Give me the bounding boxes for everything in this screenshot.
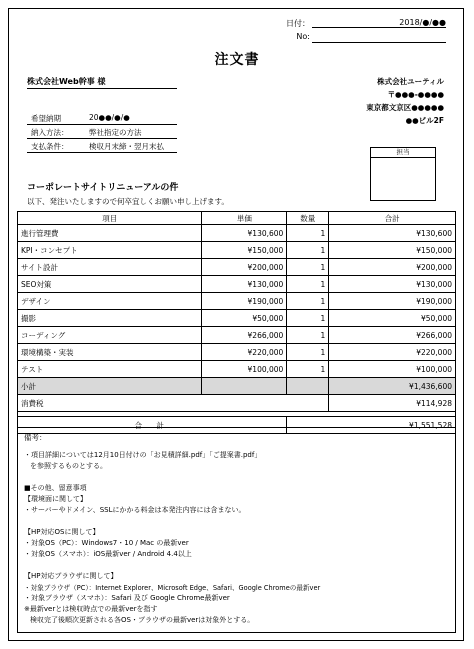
note-line: ■その他、留意事項 [24, 484, 87, 492]
intro-text: 以下、発注いたしますので何卒宜しくお願い申し上げます。 [27, 197, 229, 206]
cell-unit: ¥100,000 [202, 361, 287, 378]
vendor-address1: 東京都文京区●●●●● [366, 103, 444, 112]
cell-total: ¥150,000 [329, 242, 456, 259]
condition-value: 弊社指定の方法 [89, 128, 142, 137]
cell-qty: 1 [287, 276, 329, 293]
table-row [18, 361, 456, 378]
col-header-total: 合計 [329, 212, 456, 225]
note-line: ・対象ブラウザ（PC）：Internet Explorer、Microsoft Edge、Safari、Google Chromeの最新ver [24, 584, 321, 592]
cell-item: 撮影 [18, 310, 202, 327]
col-header-item: 項目 [18, 212, 202, 225]
table-row [18, 293, 456, 310]
cell-item: サイト設計 [18, 259, 202, 276]
note-line: を参照するものとする。 [30, 462, 107, 470]
table-row [18, 327, 456, 344]
cell-total: ¥130,000 [329, 276, 456, 293]
subtotal-label: 小計 [18, 378, 202, 395]
tax-value: ¥114,928 [329, 395, 456, 412]
condition-key: 支払条件： [31, 142, 69, 151]
cell-total: ¥130,600 [329, 225, 456, 242]
cell-item: デザイン [18, 293, 202, 310]
cell-item: テスト [18, 361, 202, 378]
table-header-row [18, 212, 456, 225]
stamp-label: 担当 [370, 147, 436, 158]
cell-total: ¥266,000 [329, 327, 456, 344]
cell-qty: 1 [287, 361, 329, 378]
table-row [18, 225, 456, 242]
cell-unit: ¥266,000 [202, 327, 287, 344]
note-line: ・サーバーやドメイン、SSLにかかる料金は本発注内容には含まない。 [24, 506, 246, 514]
cell-qty: 1 [287, 327, 329, 344]
cell-qty: 1 [287, 344, 329, 361]
table-row [18, 259, 456, 276]
no-value [312, 32, 446, 43]
cell-total: ¥200,000 [329, 259, 456, 276]
note-line: 【環境面に関して】 [24, 495, 87, 503]
table-row [18, 242, 456, 259]
tax-row [18, 395, 456, 412]
tax-label: 消費税 [18, 395, 329, 412]
cell-qty: 1 [287, 293, 329, 310]
items-table [17, 211, 456, 434]
note-line: 検収完了後順次更新される各OS・ブラウザの最新verは対象外とする。 [30, 616, 255, 624]
condition-row-payment [27, 139, 177, 153]
condition-value: 検収月末締・翌月末払 [89, 142, 164, 151]
subtotal-value: ¥1,436,600 [329, 378, 456, 395]
page-title: 注文書 [214, 52, 260, 68]
note-line: 【HP対応ブラウザに関して】 [24, 572, 118, 580]
cell-qty: 1 [287, 259, 329, 276]
cell-unit: ¥150,000 [202, 242, 287, 259]
cell-total: ¥100,000 [329, 361, 456, 378]
vendor-address2: ●●ビル2F [405, 116, 444, 125]
note-line: ※最新verとは検収時点での最新verを指す [24, 605, 158, 613]
condition-key: 希望納期 [31, 114, 61, 123]
table-row [18, 310, 456, 327]
col-header-unit: 単価 [202, 212, 287, 225]
client-name: 株式会社Web幹事 様 [27, 76, 177, 89]
grand-total-value: ¥1,551,528 [287, 417, 456, 434]
subtotal-empty-qty [287, 378, 329, 395]
col-header-qty: 数量 [287, 212, 329, 225]
cell-unit: ¥130,600 [202, 225, 287, 242]
condition-value: 20●●/●/● [89, 113, 130, 122]
cell-item: KPI・コンセプト [18, 242, 202, 259]
table-row [18, 344, 456, 361]
cell-unit: ¥130,000 [202, 276, 287, 293]
subtotal-empty-unit [202, 378, 287, 395]
vendor-postal: 〒●●●-●●●● [387, 90, 444, 99]
date-value: 2018/●/●● [312, 18, 446, 28]
date-label: 日付： [286, 19, 310, 28]
note-line: 【HP対応OSに関して】 [24, 528, 100, 536]
condition-key: 納入方法： [31, 128, 69, 137]
subtotal-row [18, 378, 456, 395]
cell-qty: 1 [287, 225, 329, 242]
subject: コーポレートサイトリニューアルの件 [27, 183, 179, 193]
cell-item: コーディング [18, 327, 202, 344]
grand-total-label: 合 計 [18, 417, 287, 434]
cell-item: 進行管理費 [18, 225, 202, 242]
vendor-name: 株式会社ユーティル [377, 77, 444, 86]
cell-total: ¥220,000 [329, 344, 456, 361]
cell-item: 環境構築・実装 [18, 344, 202, 361]
condition-row-delivery-date [27, 111, 177, 125]
table-row [18, 276, 456, 293]
cell-item: SEO対策 [18, 276, 202, 293]
note-line: ・対象OS（スマホ）：iOS最新ver / Android 4.4以上 [24, 550, 192, 558]
no-label: No: [296, 32, 310, 41]
note-line: ・対象OS（PC）：Windows7・10 / Mac の最新ver [24, 539, 189, 547]
note-line: ・対象ブラウザ（スマホ）：Safari 及び Google Chrome最新ver [24, 594, 230, 602]
cell-unit: ¥190,000 [202, 293, 287, 310]
condition-row-delivery-method [27, 125, 177, 139]
cell-total: ¥190,000 [329, 293, 456, 310]
cell-total: ¥50,000 [329, 310, 456, 327]
cell-unit: ¥200,000 [202, 259, 287, 276]
cell-qty: 1 [287, 310, 329, 327]
notes-label: 備考： [24, 433, 47, 442]
note-line: ・項目詳細については12月10日付けの「お見積詳細.pdf」「ご提案書.pdf」 [24, 451, 262, 459]
cell-qty: 1 [287, 242, 329, 259]
cell-unit: ¥50,000 [202, 310, 287, 327]
cell-unit: ¥220,000 [202, 344, 287, 361]
